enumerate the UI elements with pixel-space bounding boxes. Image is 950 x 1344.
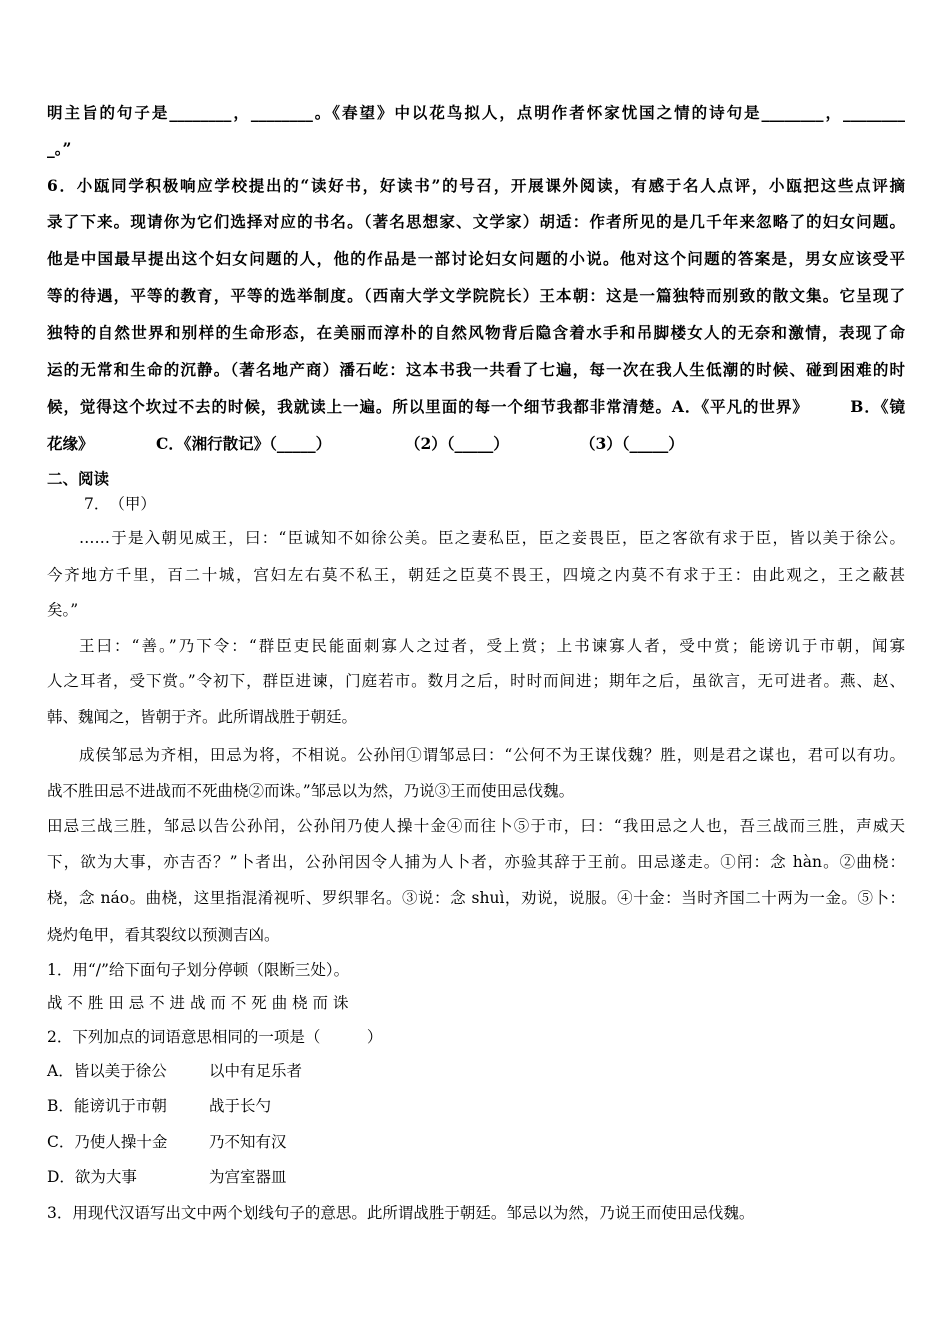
question-1: 1．用“/”给下面句子划分停顿（限断三处）。 bbox=[47, 961, 350, 979]
passage-line: 今齐地方千里，百二十城，宫妇左右莫不私王，朝廷之臣莫不畏王，四境之内莫不有求于王：由此观之，王之蔽甚 bbox=[47, 566, 905, 584]
passage-line: 烧灼龟甲，看其裂纹以预测吉凶。 bbox=[47, 926, 280, 944]
passage-line: 王曰：“善。”乃下令：“群臣吏民能面刺寡人之过者，受上赏；上书谏寡人者，受中赏；能谤讥于市朝，闻寡 bbox=[79, 637, 905, 655]
passage-line: 韩、魏闻之，皆朝于齐。此所谓战胜于朝廷。 bbox=[47, 708, 358, 726]
option-a: A．皆以美于徐公 bbox=[47, 1062, 167, 1080]
passage-line: 成侯邹忌为齐相，田忌为将，不相说。公孙闬①谓邹忌曰：“公何不为王谋伐魏？胜，则是君之谋也，君可以有功。 bbox=[79, 746, 905, 764]
passage-line: 桡，念 náo。曲桡，这里指混淆视听、罗织罪名。③说：念 shuì，劝说，说服。④十金：当时齐国二十两为一金。⑤卜： bbox=[47, 889, 905, 907]
option-b: B．能谤讥于市朝 bbox=[47, 1097, 167, 1115]
q5-line-1: 明主旨的句子是________，________。《春望》中以花鸟拟人，点明作者怀家忧国之情的诗句是________，________ bbox=[47, 103, 905, 122]
passage-line: 矣。” bbox=[47, 601, 79, 619]
q5-line-2: _。” bbox=[47, 139, 72, 158]
option-c: C．乃使人操十金 bbox=[47, 1133, 168, 1151]
option-d-pair: 为宫室器皿 bbox=[209, 1168, 287, 1186]
q6-line: 运的无常和生命的沉静。（著名地产商）潘石屹：这本书我一共看了七遍，每一次在我人生低潮的时候、碰到困难的时 bbox=[47, 360, 905, 379]
option-a-pair: 以中有足乐者 bbox=[209, 1062, 303, 1080]
passage-line: 战不胜田忌不进战而不死曲桡②而诛。”邹忌以为然，乃说③王而使田忌伐魏。 bbox=[47, 782, 575, 800]
q7-label: 7． （甲） bbox=[84, 495, 156, 513]
question-2: 2．下列加点的词语意思相同的一项是（ ） bbox=[47, 1028, 383, 1046]
passage-line: ……于是入朝见威王，曰：“臣诚知不如徐公美。臣之妻私臣，臣之妾畏臣，臣之客欲有求于臣，皆以美于徐公。 bbox=[79, 529, 905, 547]
passage-line: 人之耳者，受下赏。”令初下，群臣进谏，门庭若市。数月之后，时时而间进；期年之后，虽欲言，无可进者。燕、赵、 bbox=[47, 672, 905, 690]
q6-line: 独特的自然世界和别样的生命形态，在美丽而淳朴的自然风物背后隐含着水手和吊脚楼女人的无奈和激情，表现了命 bbox=[47, 323, 905, 342]
option-d: D．欲为大事 bbox=[47, 1168, 137, 1186]
q6-option-c: C．《湘行散记》（_____） bbox=[156, 434, 332, 453]
q6-line: 等的待遇，平等的教育，平等的选举制度。（西南大学文学院院长）王本朝：这是一篇独特而别致的散文集。它呈现了 bbox=[47, 286, 905, 305]
q6-blank-3: （3）（_____） bbox=[580, 434, 684, 453]
section-heading: 二、阅读 bbox=[47, 469, 110, 488]
option-c-pair: 乃不知有汉 bbox=[209, 1133, 287, 1151]
q6-line: 他是中国最早提出这个妇女问题的人，他的作品是一部讨论妇女问题的小说。他对这个问题的答案是，男女应该受平 bbox=[47, 249, 905, 268]
q6-line: 录了下来。现请你为它们选择对应的书名。（著名思想家、文学家）胡适：作者所见的是几千年来忽略了的妇女问题。 bbox=[47, 212, 905, 231]
question-1-sentence: 战 不 胜 田 忌 不 进 战 而 不 死 曲 桡 而 诛 bbox=[47, 994, 349, 1012]
passage-line: 田忌三战三胜，邹忌以告公孙闬，公孙闬乃使人操十金④而往卜⑤于市，曰：“我田忌之人也，吾三战而三胜，声威天 bbox=[47, 817, 905, 835]
question-3: 3．用现代汉语写出文中两个划线句子的意思。此所谓战胜于朝廷。邹忌以为然，乃说王而使田忌伐魏。 bbox=[47, 1204, 755, 1222]
q6-last-line-start: 花缘》 bbox=[47, 434, 94, 453]
option-b-pair: 战于长勺 bbox=[209, 1097, 272, 1115]
q6-blank-2: （2）（_____） bbox=[405, 434, 509, 453]
q6-line: 6．小瓯同学积极响应学校提出的“读好书，好读书”的号召，开展课外阅读，有感于名人点评，小瓯把这些点评摘 bbox=[47, 176, 905, 195]
passage-line: 下，欲为大事，亦吉否？”卜者出，公孙闬因令人捕为人卜者，亦验其辞于王前。田忌遂走。①闬：念 hàn。②曲桡： bbox=[47, 853, 905, 871]
q6-line: 候，觉得这个坎过不去的时候，我就读上一遍。所以里面的每一个细节我都非常清楚。A．《平凡的世界》 B．《镜 bbox=[47, 397, 905, 416]
